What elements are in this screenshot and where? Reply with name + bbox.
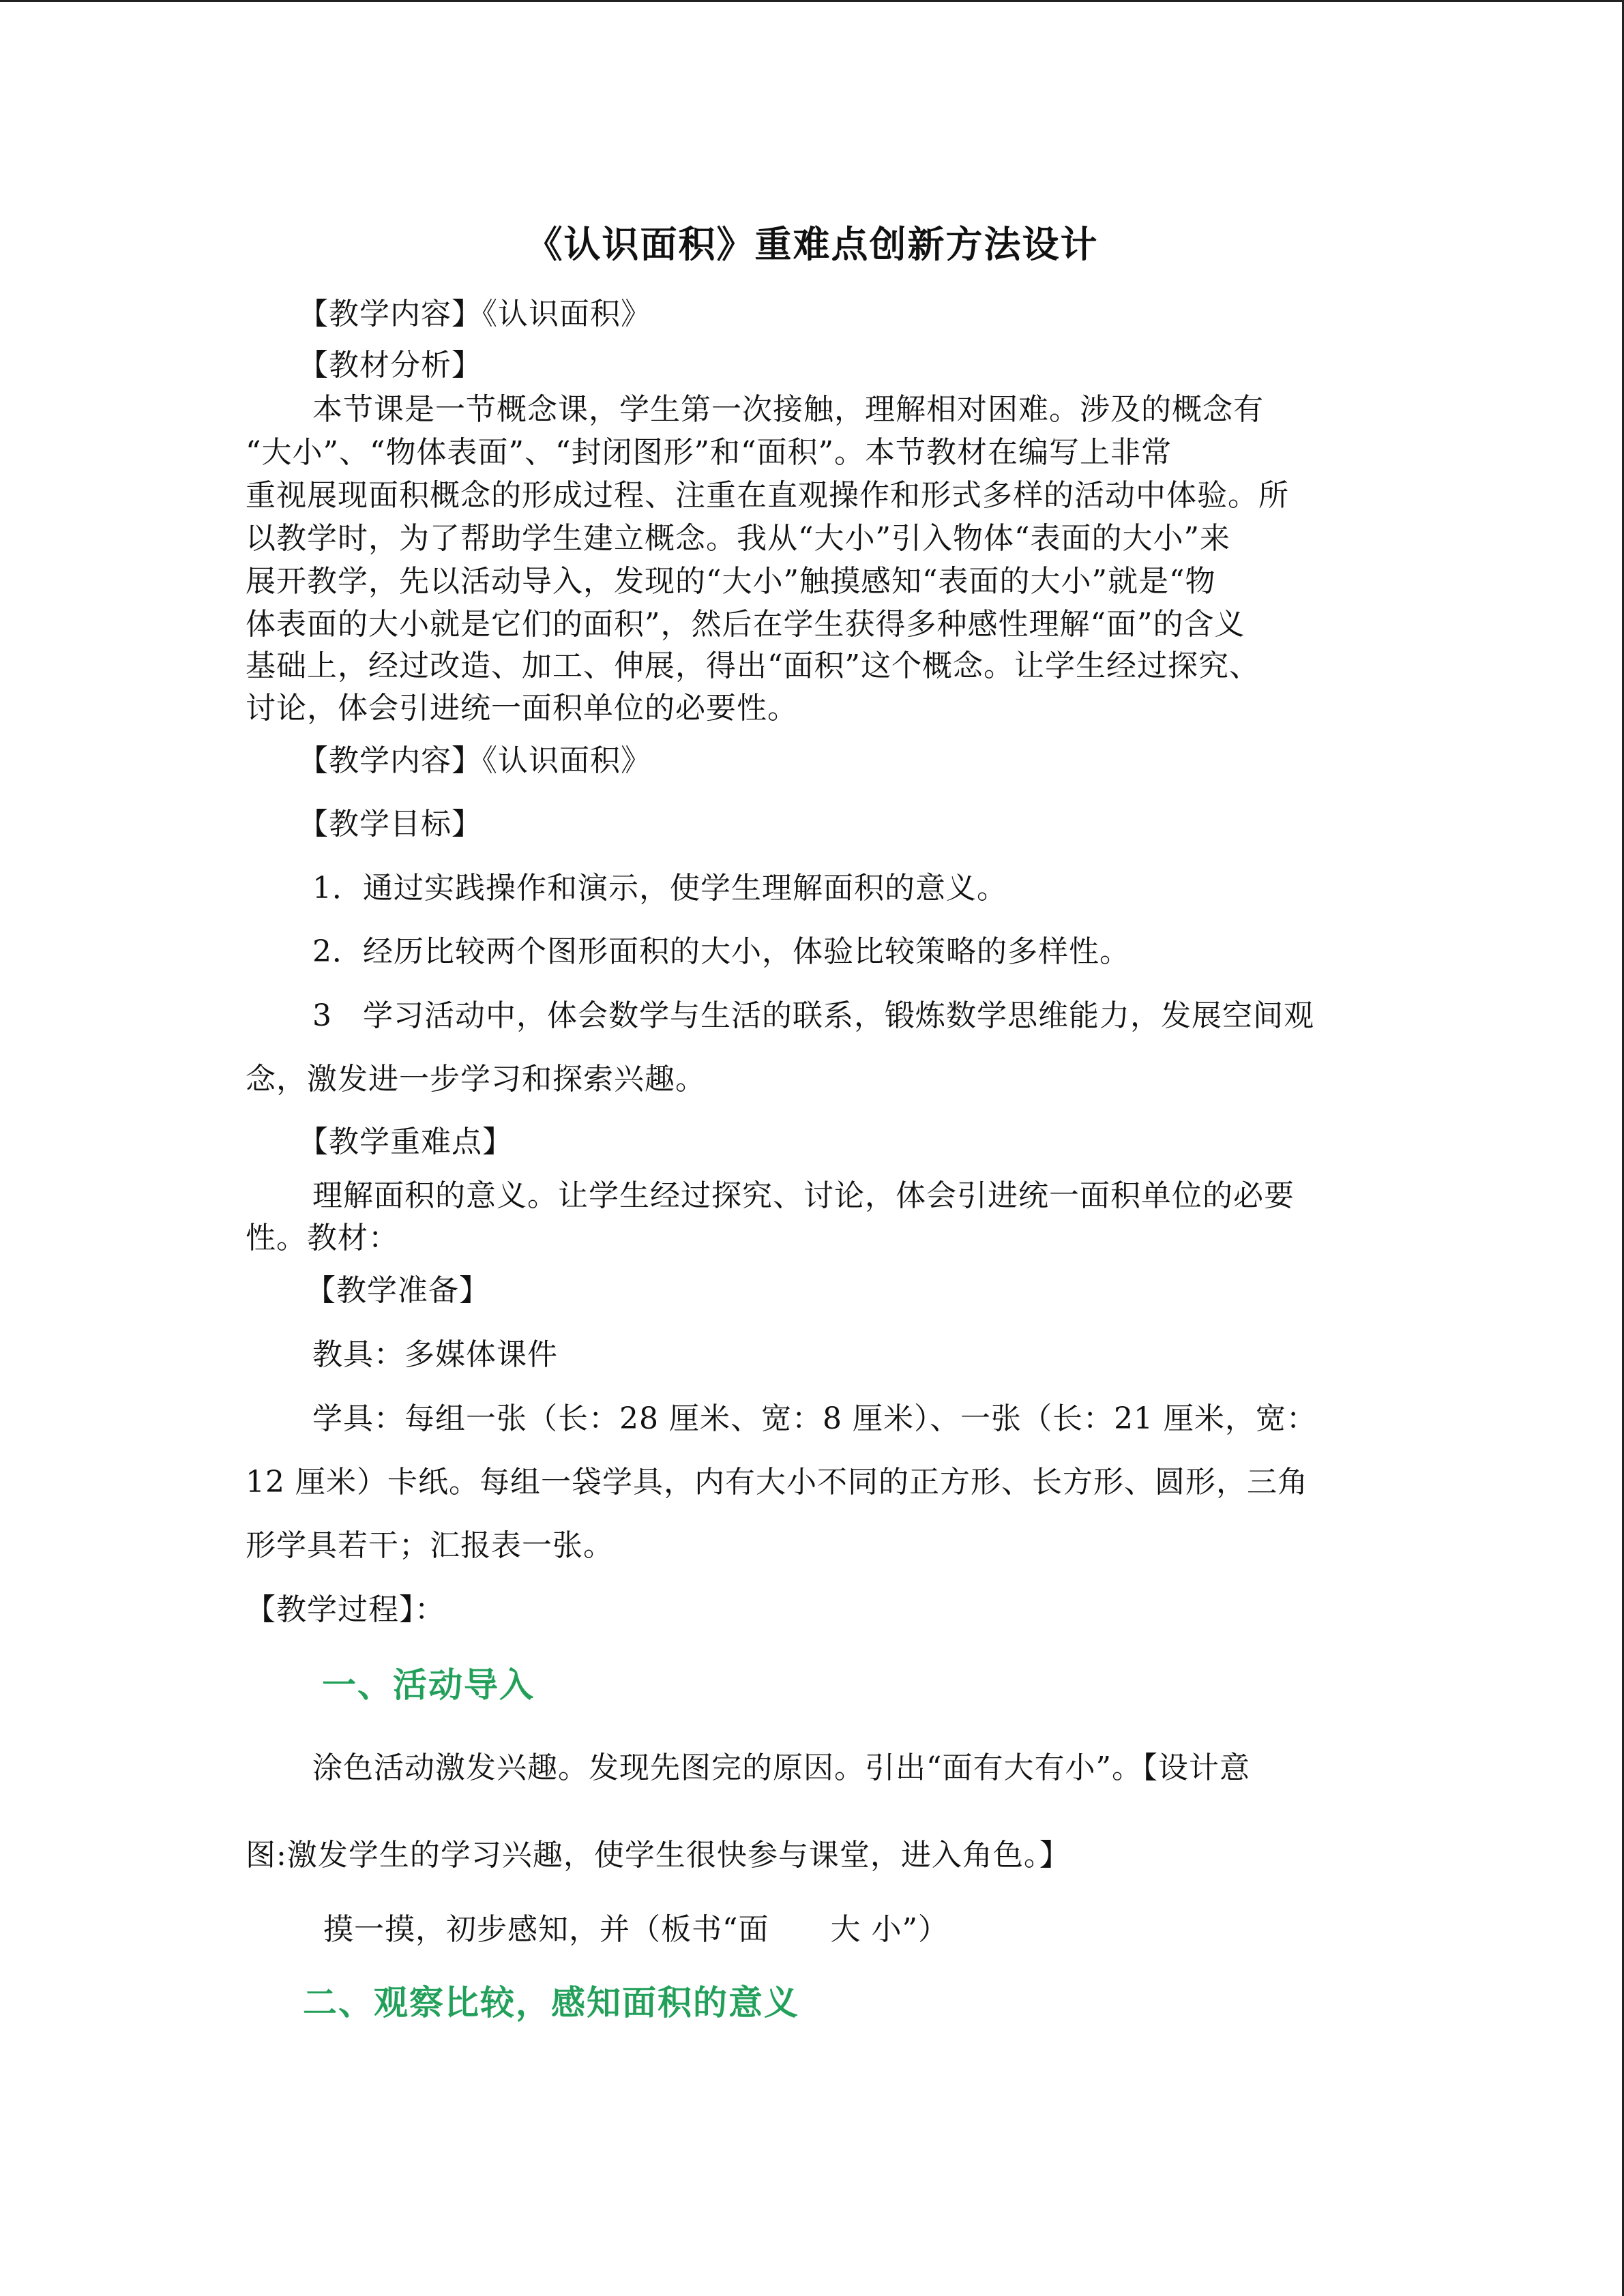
text-line: 以教学时，为了帮助学生建立概念。我从“大小”引入物体“表面的大小”来 xyxy=(246,521,1230,556)
text-line: 学具：每组一张（长：28 厘米、宽：8 厘米）、一张（长：21 厘米，宽： xyxy=(312,1401,1317,1436)
text-line: 形学具若干；汇报表一张。 xyxy=(246,1528,614,1563)
text-line: 【教学过程】： xyxy=(246,1592,445,1627)
text-line: “大小”、“物体表面”、“封闭图形”和“面积”。本节教材在编写上非常 xyxy=(246,435,1172,470)
section-heading: 一、活动导入 xyxy=(322,1665,535,1705)
text-line: 本节课是一节概念课，学生第一次接触，理解相对困难。涉及的概念有 xyxy=(312,392,1264,427)
text-line: 【教学准备】 xyxy=(306,1273,490,1308)
text-line: 1．通过实践操作和演示，使学生理解面积的意义。 xyxy=(312,871,1007,906)
text-line: 【教学目标】 xyxy=(298,807,482,841)
text-line: 讨论，体会引进统一面积单位的必要性。 xyxy=(246,691,798,726)
text-line: 2．经历比较两个图形面积的大小，体验比较策略的多样性。 xyxy=(312,934,1130,969)
text-line: 重视展现面积概念的形成过程、注重在直观操作和形式多样的活动中体验。所 xyxy=(246,478,1289,513)
text-line: 理解面积的意义。让学生经过探究、讨论，体会引进统一面积单位的必要 xyxy=(312,1178,1295,1213)
text-line: 【教学重难点】 xyxy=(298,1124,513,1159)
text-line: 图:激发学生的学习兴趣，使学生很快参与课堂，进入角色。】 xyxy=(246,1838,1070,1873)
text-line: 【教学内容】《认识面积》 xyxy=(298,743,651,778)
text-line: 摸一摸，初步感知，并（板书“面 大 小”） xyxy=(323,1912,949,1947)
text-line: 念，激发进一步学习和探索兴趣。 xyxy=(246,1062,706,1097)
text-line: 3 学习活动中，体会数学与生活的联系，锻炼数学思维能力，发展空间观 xyxy=(312,998,1314,1033)
document-title: 《认识面积》重难点创新方法设计 xyxy=(525,223,1099,266)
text-line: 【教材分析】 xyxy=(298,348,482,383)
text-line: 涂色活动激发兴趣。发现先图完的原因。引出“面有大有小”。【设计意 xyxy=(312,1750,1250,1785)
text-line: 12 厘米）卡纸。每组一袋学具，内有大小不同的正方形、长方形、圆形，三角 xyxy=(246,1465,1308,1500)
text-line: 【教学内容】《认识面积》 xyxy=(298,297,651,331)
text-line: 体表面的大小就是它们的面积”，然后在学生获得多种感性理解“面”的含义 xyxy=(246,607,1245,642)
section-heading: 二、观察比较，感知面积的意义 xyxy=(303,1983,799,2023)
text-line: 教具：多媒体课件 xyxy=(312,1337,558,1372)
text-line: 性。教材： xyxy=(246,1221,399,1255)
text-line: 基础上，经过改造、加工、伸展，得出“面积”这个概念。让学生经过探究、 xyxy=(246,648,1260,683)
text-line: 展开教学，先以活动导入，发现的“大小”触摸感知“表面的大小”就是“物 xyxy=(246,564,1216,599)
